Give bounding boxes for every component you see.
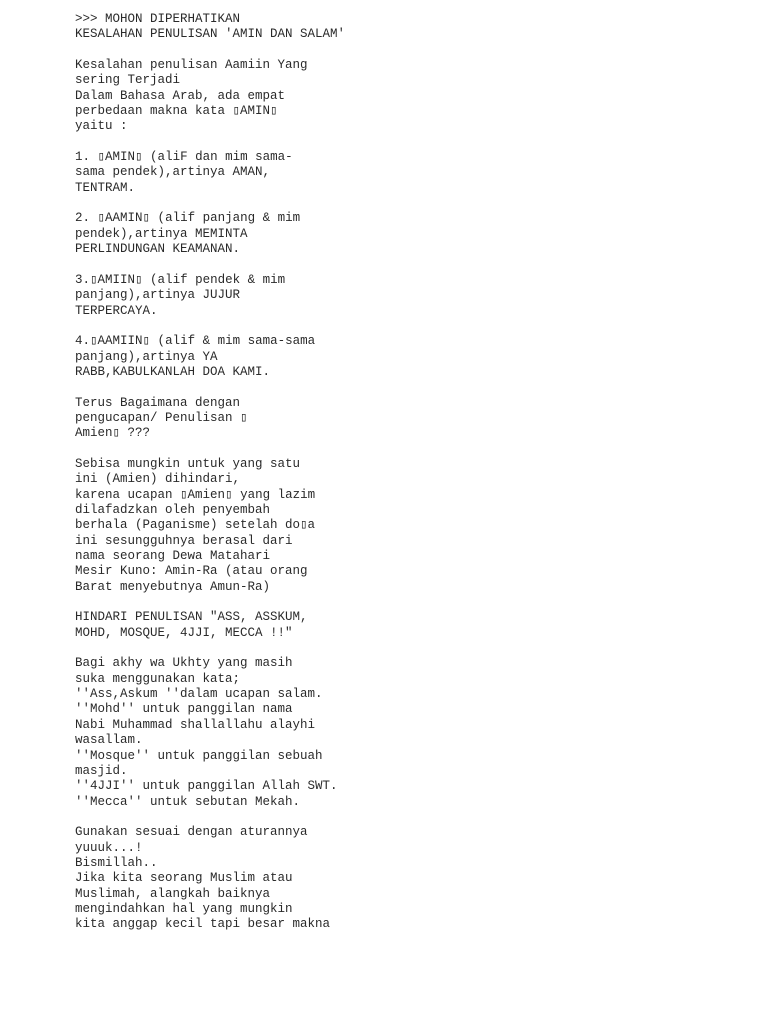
blank-line <box>75 319 735 334</box>
text-line: ''4JJI'' untuk panggilan Allah SWT. <box>75 779 338 794</box>
text-line: yaitu : <box>75 119 128 134</box>
blank-line <box>75 595 735 610</box>
text-line: panjang),artinya YA <box>75 349 218 364</box>
blank-line <box>75 196 735 211</box>
text-line: 4.▯AAMIIN▯ (alif & mim sama-sama <box>75 334 316 349</box>
text-line: yuuuk...! <box>75 840 143 855</box>
text-line: ''Mecca'' untuk sebutan Mekah. <box>75 794 301 809</box>
blank-line <box>75 135 735 150</box>
text-line: Dalam Bahasa Arab, ada empat <box>75 88 286 103</box>
blank-line <box>75 442 735 457</box>
text-line: Muslimah, alangkah baiknya <box>75 886 271 901</box>
text-line: MOHD, MOSQUE, 4JJI, MECCA !!" <box>75 625 293 640</box>
text-line: TERPERCAYA. <box>75 303 158 318</box>
blank-line <box>75 43 735 58</box>
text-line: kita anggap kecil tapi besar makna <box>75 917 331 932</box>
text-line: ''Mosque'' untuk panggilan sebuah <box>75 748 323 763</box>
text-line: Sebisa mungkin untuk yang satu <box>75 456 301 471</box>
text-line: 3.▯AMIIN▯ (alif pendek & mim <box>75 272 286 287</box>
text-line: mengindahkan hal yang mungkin <box>75 901 293 916</box>
text-line: suka menggunakan kata; <box>75 671 241 686</box>
text-line: Mesir Kuno: Amin-Ra (atau orang <box>75 564 308 579</box>
text-line: panjang),artinya JUJUR <box>75 288 241 303</box>
text-line: wasallam. <box>75 733 143 748</box>
text-line: 2. ▯AAMIN▯ (alif panjang & mim <box>75 211 301 226</box>
text-line: sama pendek),artinya AMAN, <box>75 165 271 180</box>
blank-line <box>75 258 735 273</box>
text-line: Bagi akhy wa Ukhty yang masih <box>75 656 293 671</box>
text-line: Jika kita seorang Muslim atau <box>75 871 293 886</box>
text-line: nama seorang Dewa Matahari <box>75 549 271 564</box>
text-line: sering Terjadi <box>75 73 181 88</box>
blank-line <box>75 810 735 825</box>
text-line: RABB,KABULKANLAH DOA KAMI. <box>75 364 271 379</box>
text-line: Barat menyebutnya Amun-Ra) <box>75 579 271 594</box>
text-line: Terus Bagaimana dengan <box>75 395 241 410</box>
text-line: karena ucapan ▯Amien▯ yang lazim <box>75 487 316 502</box>
text-line: perbedaan makna kata ▯AMIN▯ <box>75 104 278 119</box>
text-line: Kesalahan penulisan Aamiin Yang <box>75 58 308 73</box>
document-page <box>75 12 735 933</box>
text-line: pendek),artinya MEMINTA <box>75 226 248 241</box>
text-line: HINDARI PENULISAN "ASS, ASSKUM, <box>75 610 308 625</box>
text-line: ini (Amien) dihindari, <box>75 472 241 487</box>
blank-line <box>75 641 735 656</box>
text-line: TENTRAM. <box>75 180 136 195</box>
text-line: Amien▯ ??? <box>75 426 151 441</box>
text-line: dilafadzkan oleh penyembah <box>75 503 271 517</box>
text-line: ''Mohd'' untuk panggilan nama <box>75 702 293 717</box>
text-line: masjid. <box>75 763 128 778</box>
blank-line <box>75 380 735 395</box>
text-line: ini sesungguhnya berasal dari <box>75 533 293 548</box>
text-line: pengucapan/ Penulisan ▯ <box>75 410 248 425</box>
text-line: >>> MOHON DIPERHATIKAN <box>75 12 241 26</box>
text-line: ''Ass,Askum ''dalam ucapan salam. <box>75 687 323 702</box>
text-line: Nabi Muhammad shallallahu alayhi <box>75 717 316 732</box>
text-line: berhala (Paganisme) setelah do▯a <box>75 518 316 533</box>
text-line: 1. ▯AMIN▯ (aliF dan mim sama- <box>75 150 293 165</box>
text-line: KESALAHAN PENULISAN 'AMIN DAN SALAM' <box>75 27 346 42</box>
text-line: PERLINDUNGAN KEAMANAN. <box>75 242 241 257</box>
text-line: Bismillah.. <box>75 855 158 870</box>
text-line: Gunakan sesuai dengan aturannya <box>75 825 308 840</box>
